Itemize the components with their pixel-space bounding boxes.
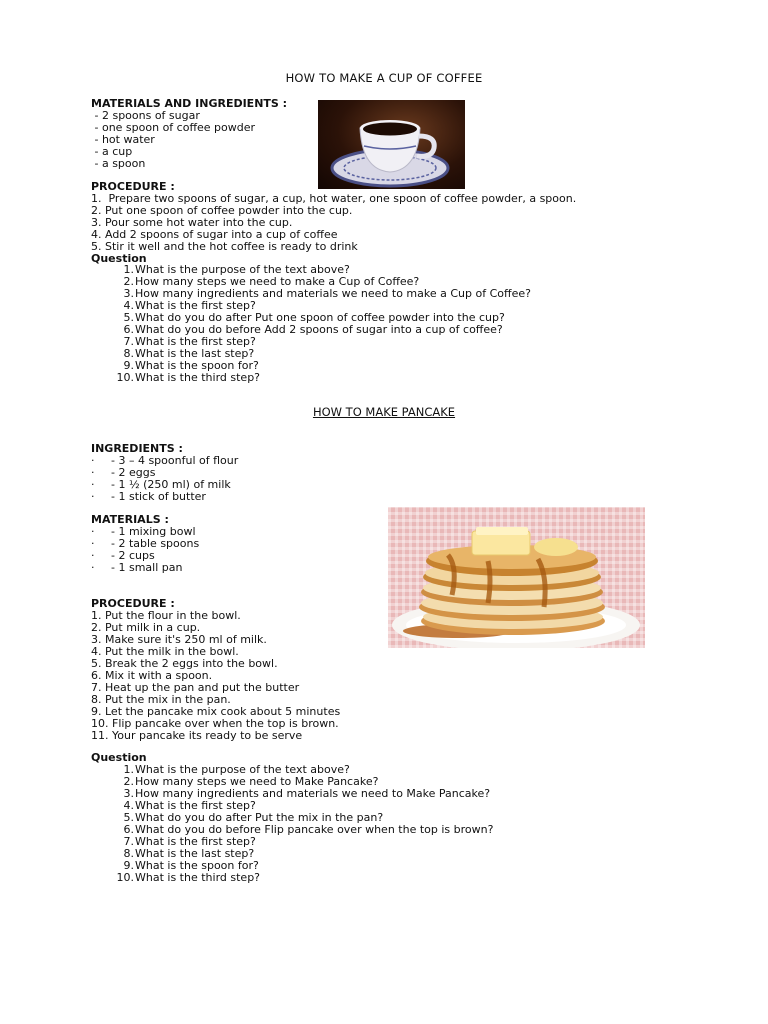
coffee-question-heading: Question bbox=[91, 252, 147, 265]
coffee-procedure-step: 4. Add 2 spoons of sugar into a cup of coffee bbox=[91, 228, 338, 241]
ingredient-text: - 1 stick of butter bbox=[111, 490, 206, 503]
material-text: - 1 mixing bowl bbox=[111, 525, 196, 538]
pancake-materials-heading: MATERIALS : bbox=[91, 513, 169, 526]
pancake-procedure-step: 3. Make sure it's 250 ml of milk. bbox=[91, 633, 267, 646]
coffee-title: HOW TO MAKE A CUP OF COFFEE bbox=[285, 71, 483, 85]
bullet: · bbox=[91, 549, 95, 562]
question-text: What is the purpose of the text above? bbox=[135, 763, 350, 776]
pancake-procedure-step: 10. Flip pancake over when the top is brown. bbox=[91, 717, 339, 730]
coffee-material-item: - 2 spoons of sugar bbox=[91, 109, 200, 122]
question-text: What is the spoon for? bbox=[135, 359, 259, 372]
pancake-procedure-step: 7. Heat up the pan and put the butter bbox=[91, 681, 300, 694]
coffee-material-item: - hot water bbox=[91, 133, 155, 146]
question-number: 7. bbox=[123, 835, 134, 848]
question-text: What do you do before Flip pancake over when the top is brown? bbox=[135, 823, 494, 836]
pancake-procedure-section bbox=[91, 598, 340, 742]
bullet: · bbox=[91, 478, 95, 491]
question-number: 9. bbox=[123, 359, 134, 372]
question-number: 6. bbox=[123, 823, 134, 836]
coffee-material-item: - a cup bbox=[91, 145, 133, 158]
pancake-stack-image bbox=[388, 507, 645, 648]
bullet: · bbox=[91, 537, 95, 550]
pancake-material-item bbox=[91, 562, 199, 574]
ingredient-text: - 1 ½ (250 ml) of milk bbox=[111, 478, 231, 491]
coffee-material-item: - one spoon of coffee powder bbox=[91, 121, 256, 134]
question-text: How many ingredients and materials we need to make a Cup of Coffee? bbox=[135, 287, 531, 300]
question-text: How many ingredients and materials we need to Make Pancake? bbox=[135, 787, 491, 800]
question-text: What do you do before Add 2 spoons of sugar into a cup of coffee? bbox=[135, 323, 503, 336]
question-number: 4. bbox=[123, 299, 134, 312]
pancake-procedure-step: 4. Put the milk in the bowl. bbox=[91, 645, 239, 658]
pancake-procedure-step: 11. Your pancake its ready to be serve bbox=[91, 729, 303, 742]
question-number: 2. bbox=[123, 775, 134, 788]
question-text: What is the last step? bbox=[135, 847, 255, 860]
coffee-procedure-heading: PROCEDURE : bbox=[91, 180, 175, 193]
coffee-procedure-step: 3. Pour some hot water into the cup. bbox=[91, 216, 293, 229]
question-text: What is the first step? bbox=[135, 335, 256, 348]
ingredient-text: - 3 – 4 spoonful of flour bbox=[111, 454, 239, 467]
coffee-procedure-section bbox=[91, 181, 576, 265]
question-text: How many steps we need to make a Cup of Coffee? bbox=[135, 275, 420, 288]
question-text: What do you do after Put one spoon of coffee powder into the cup? bbox=[135, 311, 505, 324]
pancake-title: HOW TO MAKE PANCAKE bbox=[312, 405, 456, 419]
question-text: What is the last step? bbox=[135, 347, 255, 360]
pancake-procedure-step: 1. Put the flour in the bowl. bbox=[91, 609, 241, 622]
question-number: 5. bbox=[123, 811, 134, 824]
coffee-question-list bbox=[108, 264, 531, 384]
question-item bbox=[108, 372, 531, 384]
question-number: 10. bbox=[116, 371, 134, 384]
question-number: 4. bbox=[123, 799, 134, 812]
question-number: 3. bbox=[123, 287, 134, 300]
question-number: 10. bbox=[116, 871, 134, 884]
bullet: · bbox=[91, 466, 95, 479]
question-text: What is the third step? bbox=[135, 871, 261, 884]
pancake-ingredients-section bbox=[91, 443, 238, 503]
coffee-materials-heading: MATERIALS AND INGREDIENTS : bbox=[91, 97, 288, 110]
pancake-ingredients-heading: INGREDIENTS : bbox=[91, 442, 183, 455]
pancake-procedure-step: 8. Put the mix in the pan. bbox=[91, 693, 231, 706]
question-number: 2. bbox=[123, 275, 134, 288]
question-text: How many steps we need to Make Pancake? bbox=[135, 775, 379, 788]
question-text: What is the spoon for? bbox=[135, 859, 259, 872]
coffee-material-item: - a spoon bbox=[91, 157, 146, 170]
question-item bbox=[108, 872, 493, 884]
question-number: 1. bbox=[123, 763, 134, 776]
coffee-procedure-step: 2. Put one spoon of coffee powder into the cup. bbox=[91, 204, 353, 217]
coffee-procedure-step: 5. Stir it well and the hot coffee is ready to drink bbox=[91, 240, 358, 253]
material-text: - 1 small pan bbox=[111, 561, 183, 574]
question-text: What do you do after Put the mix in the pan? bbox=[135, 811, 384, 824]
question-number: 9. bbox=[123, 859, 134, 872]
pancake-procedure-step: 5. Break the 2 eggs into the bowl. bbox=[91, 657, 278, 670]
question-number: 7. bbox=[123, 335, 134, 348]
question-number: 5. bbox=[123, 311, 134, 324]
pancake-ingredient-item bbox=[91, 491, 238, 503]
question-text: What is the first step? bbox=[135, 835, 256, 848]
bullet: · bbox=[91, 561, 95, 574]
bullet: · bbox=[91, 525, 95, 538]
question-number: 6. bbox=[123, 323, 134, 336]
question-text: What is the first step? bbox=[135, 799, 256, 812]
pancake-procedure-heading: PROCEDURE : bbox=[91, 597, 175, 610]
question-number: 8. bbox=[123, 347, 134, 360]
question-number: 3. bbox=[123, 787, 134, 800]
ingredient-text: - 2 eggs bbox=[111, 466, 156, 479]
material-text: - 2 table spoons bbox=[111, 537, 200, 550]
bullet: · bbox=[91, 490, 95, 503]
question-text: What is the third step? bbox=[135, 371, 261, 384]
question-number: 8. bbox=[123, 847, 134, 860]
material-text: - 2 cups bbox=[111, 549, 155, 562]
pancake-question-list bbox=[108, 764, 493, 884]
pancake-question-heading: Question bbox=[91, 751, 147, 764]
coffee-cup-illustration bbox=[318, 100, 465, 189]
question-number: 1. bbox=[123, 263, 134, 276]
question-text: What is the first step? bbox=[135, 299, 256, 312]
pancake-materials-section bbox=[91, 514, 199, 574]
coffee-cup-image bbox=[318, 100, 465, 189]
pancake-procedure-step: 2. Put milk in a cup. bbox=[91, 621, 201, 634]
pancake-procedure-step: 9. Let the pancake mix cook about 5 minutes bbox=[91, 705, 341, 718]
coffee-materials-section bbox=[91, 98, 287, 170]
question-text: What is the purpose of the text above? bbox=[135, 263, 350, 276]
pancake-procedure-step: 6. Mix it with a spoon. bbox=[91, 669, 213, 682]
coffee-procedure-step: 1. Prepare two spoons of sugar, a cup, hot water, one spoon of coffee powder, a spoon. bbox=[91, 192, 577, 205]
bullet: · bbox=[91, 454, 95, 467]
pancake-stack-illustration bbox=[388, 507, 645, 648]
